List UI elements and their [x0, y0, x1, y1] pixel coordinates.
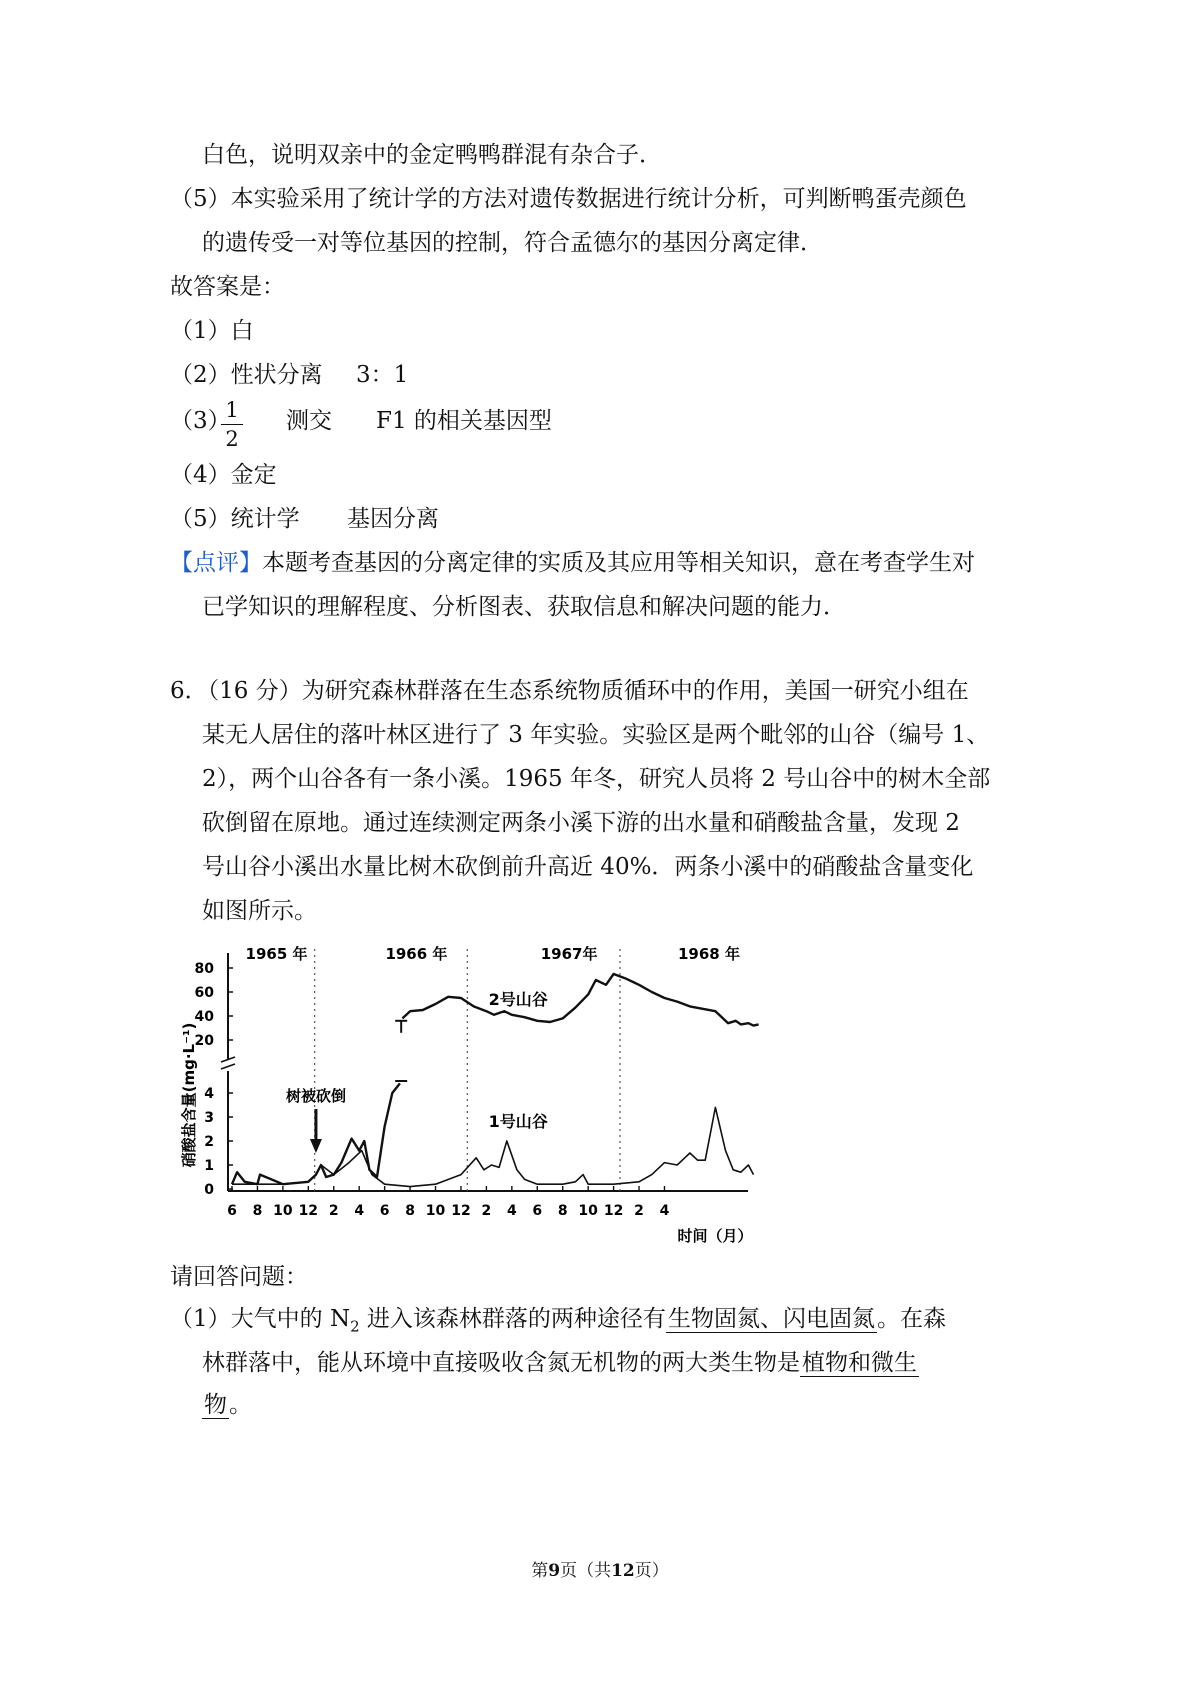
- x-tick-label: 8: [557, 1203, 568, 1219]
- q6-prompt: 请回答问题：: [170, 1264, 308, 1290]
- q1-text-a: （1）大气中的 N: [170, 1306, 351, 1332]
- series-line-valley-2: [402, 974, 758, 1026]
- x-tick-label: 2: [328, 1203, 339, 1219]
- y-tick-label: 2: [204, 1134, 214, 1150]
- fraction-one-half: [221, 398, 243, 451]
- x-tick-label: 6: [227, 1203, 237, 1219]
- nitrate-chart: [170, 935, 790, 1255]
- answer-blank-2b: 物: [204, 1392, 227, 1418]
- fraction-denominator: 2: [225, 427, 239, 451]
- y-tick-label: 20: [194, 1033, 214, 1049]
- y-tick-label: 40: [194, 1009, 214, 1025]
- q6-line-5: 号山谷小溪出水量比树木砍倒前升高近 40%．两条小溪中的硝酸盐含量变化: [202, 854, 974, 880]
- answer-1: （1）白: [170, 318, 254, 344]
- x-tick-label: 10: [273, 1203, 293, 1219]
- y-tick-label: 1: [204, 1158, 214, 1174]
- y-tick-label: 60: [194, 985, 214, 1001]
- answer-5-label: （5）统计学: [170, 506, 300, 532]
- annotation-arrow-head: [310, 1139, 322, 1153]
- footer-prefix: 第: [531, 1561, 549, 1581]
- answer-3-prefix: （3）: [170, 408, 231, 434]
- y-tick-label: 80: [194, 961, 214, 977]
- answer-3-b: 测交: [286, 408, 332, 434]
- x-tick-label: 10: [578, 1203, 598, 1219]
- answer-5: [170, 504, 439, 534]
- q1-end: 。: [229, 1392, 252, 1418]
- q6-sub1-line-2: [202, 1348, 919, 1378]
- solution-line-3: 的遗传受一对等位基因的控制，符合孟德尔的基因分离定律．: [202, 230, 823, 256]
- y-tick-label: 3: [204, 1110, 214, 1126]
- x-tick-label: 10: [425, 1203, 446, 1219]
- x-tick-label: 8: [252, 1203, 263, 1219]
- solution-line-2: （5）本实验采用了统计学的方法对遗传数据进行统计分析，可判断鸭蛋壳颜色: [170, 186, 967, 212]
- answer-2-label: （2）性状分离: [170, 362, 323, 388]
- comment-text-1: 本题考查基因的分离定律的实质及其应用等相关知识，意在考查学生对: [262, 550, 975, 576]
- answer-heading: 故答案是：: [170, 274, 285, 300]
- q1-subscript: 2: [350, 1317, 360, 1336]
- fraction-numerator: 1: [225, 398, 239, 422]
- y-tick-label: 0: [204, 1182, 214, 1198]
- q1-text-c: 。在森: [876, 1306, 946, 1332]
- q6-line-4: 砍倒留在原地。通过连续测定两条小溪下游的出水量和硝酸盐含量，发现 2: [202, 810, 960, 836]
- answer-2: [170, 360, 408, 390]
- series-label-valley-1: 1号山谷: [488, 1112, 548, 1131]
- x-tick-label: 12: [451, 1203, 471, 1219]
- footer-middle: 页（共: [560, 1561, 612, 1581]
- solution-line-1: 白色，说明双亲中的金定鸭鸭群混有杂合子．: [202, 142, 662, 168]
- comment-line-1: [170, 548, 975, 578]
- q6-sub1-line-1: [170, 1304, 946, 1342]
- answer-4: （4）金定: [170, 462, 277, 488]
- q1-text-b: 进入该森林群落的两种途径有: [359, 1306, 666, 1332]
- fraction-bar: [221, 424, 243, 425]
- answer-3-c: F1 的相关基因型: [376, 408, 552, 434]
- annotation-trees-cut: 树被砍倒: [285, 1087, 346, 1105]
- q6-line-1: 6．（16 分）为研究森林群落在生态系统物质循环中的作用，美国一研究小组在: [170, 678, 969, 704]
- q6-line-3: 2），两个山谷各有一条小溪。1965 年冬，研究人员将 2 号山谷中的树木全部: [202, 766, 991, 792]
- q6-sub1-line-3: [202, 1390, 252, 1420]
- answer-2-ratio: 3：1: [355, 362, 409, 388]
- x-tick-label: 2: [634, 1203, 644, 1219]
- page-footer: [0, 1556, 1200, 1581]
- footer-suffix: 页）: [634, 1561, 669, 1581]
- x-tick-label: 4: [506, 1203, 517, 1219]
- q6-line-2: 某无人居住的落叶林区进行了 3 年实验。实验区是两个毗邻的山谷（编号 1、: [202, 722, 990, 748]
- x-tick-label: 6: [379, 1203, 390, 1219]
- x-tick-label: 4: [354, 1203, 365, 1219]
- year-label: 1968 年: [678, 945, 740, 963]
- y-tick-label: 4: [204, 1086, 214, 1102]
- answer-blank-1: 生物固氮、闪电固氮: [667, 1306, 875, 1332]
- series-label-valley-2: 2号山谷: [488, 990, 548, 1009]
- footer-total: 12: [611, 1561, 635, 1581]
- year-label: 1967年: [540, 945, 598, 963]
- x-tick-label: 12: [603, 1203, 624, 1219]
- year-label: 1966 年: [385, 945, 448, 963]
- q6-line-6: 如图所示。: [202, 898, 317, 924]
- footer-page: 9: [548, 1561, 561, 1581]
- q1-line2-text: 林群落中，能从环境中直接吸收含氮无机物的两大类生物是: [202, 1350, 800, 1376]
- answer-5-b: 基因分离: [346, 506, 439, 532]
- y-axis-title: 硝酸盐含量(mg·L⁻¹): [180, 1022, 198, 1168]
- x-tick-label: 12: [298, 1203, 319, 1219]
- x-tick-label: 4: [659, 1203, 670, 1219]
- answer-blank-2a: 植物和微生: [802, 1350, 917, 1376]
- x-tick-label: 8: [405, 1203, 415, 1219]
- axis-break-mark: [221, 1057, 235, 1069]
- x-tick-label: 6: [532, 1203, 543, 1219]
- year-label: 1965 年: [245, 945, 308, 963]
- x-tick-label: 2: [481, 1203, 492, 1219]
- x-axis-title: 时间（月）: [677, 1227, 753, 1245]
- comment-line-2: 已学知识的理解程度、分析图表、获取信息和解决问题的能力．: [202, 594, 846, 620]
- comment-tag: 【点评】: [170, 550, 262, 576]
